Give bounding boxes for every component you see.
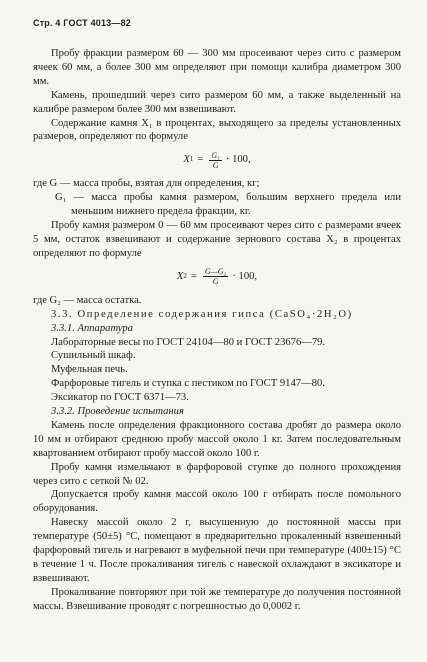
- paragraph-grinding: Пробу камня измельчают в фарфоровой ступке до полного прохождения через сито с сеткой № 02.: [33, 461, 401, 487]
- section-heading-3-3-2: 3.3.2. Проведение испытания: [51, 406, 184, 418]
- formula-x2-tail: · 100,: [232, 270, 258, 282]
- apparatus-desiccator: Эксикатор по ГОСТ 6371—73.: [51, 392, 189, 404]
- formula-x2-numerator: G—G₂: [204, 267, 227, 277]
- paragraph-weighing: Камень, прошедший через сито размером 60 мм, а также выделенный на калибре размером более 300 мм взвешивают.: [33, 89, 401, 115]
- paragraph-allowed: Допускается пробу камня массой около 100 г отбирать после помольного оборудования.: [33, 489, 401, 515]
- formula-x2-lhs-sub: 2: [183, 271, 187, 280]
- page-header: Стр. 4 ГОСТ 4013—82: [33, 18, 132, 28]
- formula-x1-denominator: G: [212, 160, 219, 170]
- formula-x2: [33, 262, 401, 292]
- apparatus-scales: Лабораторные весы по ГОСТ 24104—80 и ГОСТ 23676—79.: [51, 336, 326, 348]
- apparatus-muffle-furnace: Муфельная печь.: [51, 364, 128, 376]
- formula-x1-numerator: G₁: [211, 150, 220, 160]
- paragraph-content-x2: Пробу камня размером 0 — 60 мм просеивают через сито с размерами ячеек 5 мм, остаток взвешивают и содержание зернового состава X₂ в процентах определяют по формуле: [33, 220, 401, 259]
- formula-x2-equals: =: [190, 270, 197, 282]
- definition-g2: где G₂ — масса остатка.: [33, 294, 142, 306]
- formula-x1-fraction: [209, 151, 222, 170]
- definition-g1: G₁ — масса пробы камня размером, большим верхнего предела или меньшим нижнего предела фракции, кг.: [55, 192, 401, 218]
- apparatus-drying-cabinet: Сушильный шкаф.: [51, 350, 136, 362]
- apparatus-crucible-mortar: Фарфоровые тигель и ступка с пестиком по ГОСТ 9147—80.: [51, 378, 325, 390]
- formula-x1-lhs: X: [183, 154, 190, 166]
- section-heading-3-3-1: 3.3.1. Аппаратура: [51, 322, 133, 334]
- section-heading-3-3: 3.3. Определение содержания гипса (CaSO₄·2H₂O): [51, 308, 353, 320]
- formula-x2-lhs: X: [176, 270, 184, 282]
- document-body: [33, 47, 401, 614]
- formula-x1-tail: · 100,: [225, 154, 251, 166]
- paragraph-crushing: Камень после определения фракционного состава дробят до размера около 10 мм и отбирают среднюю пробу массой около 1 кг. Затем последовательным квартованием отбирают пробу массой около 100 г.: [33, 419, 401, 459]
- formula-x1-equals: =: [197, 154, 204, 166]
- formula-x1-lhs-sub: 1: [189, 155, 194, 164]
- formula-x2-denominator: G: [212, 277, 219, 287]
- formula-x1: [33, 145, 401, 175]
- definition-g: где G — масса пробы, взятая для определения, кг;: [33, 178, 260, 190]
- paragraph-heating: Навеску массой около 2 г, высушенную до постоянной массы при температуре (50±5) °С, помещают в предварительно прокаленный взвешенный фарфоровый тигель и нагревают в муфельной печи при температуре (400±15) °С в течение 1 ч. После прокаливания тигель с навеской охлаждают в эксикаторе и взвешивают.: [33, 517, 401, 584]
- paragraph-content-x1: Содержание камня X₁ в процентах, выходящего за пределы установленных размеров, определяют по формуле: [33, 117, 401, 143]
- formula-x2-fraction: [203, 267, 228, 286]
- paragraph-repeat-calcination: Прокаливание повторяют при той же температуре до получения постоянной массы. Взвешивание проводят с погрешностью до 0,0002 г.: [33, 586, 401, 612]
- paragraph-sieving-fraction: Пробу фракции размером 60 — 300 мм просеивают через сито с размером ячеек 60 мм, а более 300 мм определяют при помощи калибра диаметром 300 мм.: [33, 48, 401, 87]
